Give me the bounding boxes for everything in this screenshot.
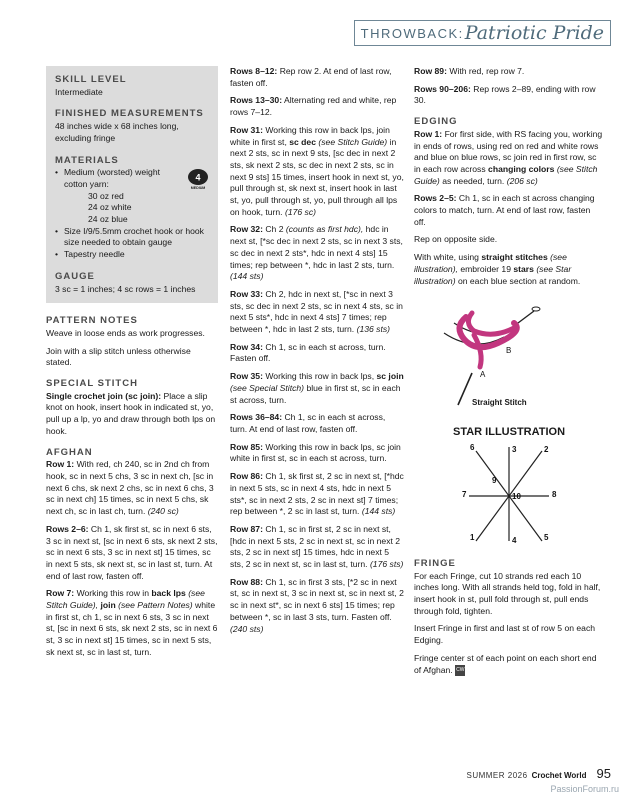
afghan-row-7: Row 7: Working this row in back lps (see Stitch Guide), join (see Pattern Notes) white in first st, ch 1, sc in next 6 sts, 3 sc in next st, [sc in next 6 sts, sk next 2 sts, sc in next 6 st, 3 sc in next st] 15 times, sc in next 5 sts, sk next st, sc in last st, turn.	[46, 588, 218, 657]
fringe-p2: Insert Fringe in first and last st of row 5 on each Edging.	[414, 623, 596, 646]
row-89: Row 89: With red, rep row 7.	[414, 66, 525, 76]
materials-list	[55, 167, 209, 261]
afghan-heading: AFGHAN	[46, 446, 93, 458]
row-87: Row 87: Ch 1, sc in first st, 2 sc in next st, [hdc in next 5 sts, 2 sc in next st, sc in next 2 sts, 2 sc in next st] 15 times, hdc in next 5 sts, 2 sc in next st, sc in last st, turn. (176 sts)	[230, 523, 404, 570]
footer-issue: SUMMER 2026	[466, 771, 528, 780]
straight-stitch-illustration	[414, 293, 604, 421]
fringe-heading: FRINGE	[414, 557, 456, 569]
row-86: Row 86: Ch 1, sk first st, 2 sc in next st, [*hdc in next 5 sts, sc in next 4 sts, hdc in next 5 sts*, sc in next 2 sts, 2 sc in next st] 7 times; rep between *, 2 sc in last st, turn. (144 sts)	[230, 471, 404, 517]
column-1	[46, 66, 218, 665]
finished-value: 48 inches wide x 68 inches long, excluding fringe	[55, 121, 179, 143]
yarn-weight-icon	[187, 168, 209, 190]
rows-13-30: Rows 13–30: Alternating red and white, rep rows 7–12.	[230, 95, 397, 118]
rows-36-84: Rows 36–84: Ch 1, sc in each st across, turn. At end of last row, fasten off.	[230, 412, 386, 434]
yarn-amount-white: 24 oz white	[88, 202, 132, 213]
fringe-p1: For each Fringe, cut 10 strands red each 10 inches long. With all strands held tog, fold in half, insert hook in st, pull fold through st, pull ends through fold, tighten.	[414, 570, 601, 616]
star-num-2: 2	[544, 444, 549, 454]
special-stitch-name: Single crochet join (sc join):	[46, 390, 162, 401]
row-33: Row 33: Ch 2, hdc in next st, [*sc in next 3 sts, sc dec in next 2 sts, sc in next 4 sts, sc in next 5 sts*, hdc in next 4 sts] 7 times; rep between *, hdc in last 2 sts, turn. (136 sts)	[230, 288, 403, 335]
star-num-7: 7	[462, 489, 467, 499]
end-mark-icon: CW	[455, 665, 465, 677]
star-illustration	[414, 441, 604, 549]
star-num-1: 1	[470, 532, 475, 542]
info-box	[46, 66, 218, 303]
star-num-5: 5	[544, 532, 549, 542]
banner-label: THROWBACK:	[360, 25, 464, 41]
embroider-instructions: With white, using straight stitches (see illustration), embroider 19 stars (see Star illustration) on each blue section at random.	[414, 252, 581, 286]
star-num-3: 3	[512, 444, 517, 454]
finished-heading: FINISHED MEASUREMENTS	[55, 108, 204, 120]
row-88: Row 88: Ch 1, sc in first 3 sts, [*2 sc in next st, sc in next st, 3 sc in next st, sc in next st, 2 sc in next st*, sc in next 6 sts] 15 times; rep between *, sc in last 3 sts, turn. Fasten off. (240 sts)	[230, 576, 404, 634]
materials-heading: MATERIALS	[55, 154, 119, 166]
row-34: Row 34: Ch 1, sc in each st across, turn. Fasten off.	[230, 341, 386, 364]
pattern-notes-heading: PATTERN NOTES	[46, 315, 138, 327]
skill-heading: SKILL LEVEL	[55, 74, 127, 85]
materials-item-needle: • Tapestry needle	[55, 249, 209, 261]
rep-opposite-side: Rep on opposite side.	[414, 234, 498, 245]
watermark: PassionForum.ru	[550, 784, 619, 794]
yarn-weight-label: MEDIUM	[190, 186, 206, 191]
materials-item-hook: • Size I/9/5.5mm crochet hook or hook size needed to obtain gauge	[55, 226, 209, 249]
star-num-6: 6	[470, 442, 475, 452]
yarn-weight-number: 4	[195, 172, 201, 183]
straight-stitch-caption: Straight Stitch	[472, 398, 527, 408]
star-num-8: 8	[552, 489, 557, 499]
row-85: Row 85: Working this row in back lps, sc join white in first st, sc in each st across, turn.	[230, 441, 401, 464]
pattern-note-2: Join with a slip stitch unless otherwise stated.	[46, 345, 191, 368]
edging-heading: EDGING	[414, 116, 458, 128]
pattern-note-1: Weave in loose ends as work progresses.	[46, 327, 205, 338]
footer-magazine: Crochet World	[531, 771, 587, 780]
afghan-row-1: Row 1: With red, ch 240, sc in 2nd ch from hook, sc in next 5 chs, 3 sc in next ch, [sc in next 6 chs, sk next 2 chs, sc in next 6 chs, 3 sc in next ch] 15 times, sc in next 5 chs, sk next ch, sc in last ch, turn. (240 sc)	[46, 459, 214, 517]
edging-row-1: Row 1: For first side, with RS facing you, working in ends of rows, using red on red and white rows and blue on blue rows, sc join red in first row, sc in each row across changing colors (see Stitch Guide) as needed, turn. (206 sc)	[414, 128, 603, 186]
yarn-line-1: • Medium (worsted) weight	[64, 167, 160, 178]
page-number: 95	[596, 766, 611, 781]
gauge-heading: GAUGE	[55, 270, 95, 282]
row-31: Row 31: Working this row in back lps, join white in first st, sc dec (see Stitch Guide) in next 2 sts, sc in next 9 sts, [sc dec in next 2 sts, sk next 2 sts, sc dec in next 2 sts, sc in next 9 sts] 15 times, insert hook in next st, yo, pull through st, sk next st, insert hook in last st, yo, pull through st, yo, pull through all lps on hook, turn. (176 sc)	[230, 124, 404, 217]
row-32: Row 32: Ch 2 (counts as first hdc), hdc in next st, [*sc dec in next 2 sts, sc in next 3 sts, sc dec in next 2 sts*, hdc in next 4 sts] 15 times; rep between *, hdc in last 2 sts, turn. (144 sts)	[230, 224, 403, 282]
label-a: A	[480, 370, 486, 380]
section-banner	[354, 20, 611, 46]
fringe-p3: Fringe center st of each point on each short end of Afghan. CW	[414, 652, 597, 675]
column-2	[230, 66, 404, 641]
materials-item-yarn	[55, 167, 209, 226]
column-3	[414, 66, 604, 682]
straight-stitch-drawing	[414, 293, 604, 411]
afghan-rows-2-6: Rows 2–6: Ch 1, sk first st, sc in next 6 sts, 3 sc in next st, [sc in next 6 sts, sk next 2 sts, sc in next 6 sts, 3 sc in next st] 15 times, sc in next 5 sts, sk next st, sc in last st, turn. At end of last row, fasten off.	[46, 523, 218, 581]
yarn-amount-red: 30 oz red	[88, 190, 124, 201]
row-35: Row 35: Working this row in back lps, sc join (see Special Stitch) blue in first st, sc in each st across, turn.	[230, 371, 404, 405]
yarn-line-2: cotton yarn:	[64, 178, 109, 189]
star-num-4: 4	[512, 535, 517, 545]
rows-90-206: Rows 90–206: Rep rows 2–89, ending with row 30.	[414, 83, 596, 106]
skill-value: Intermediate	[55, 86, 103, 97]
page-footer	[466, 766, 611, 781]
star-num-9: 9	[492, 475, 497, 485]
edging-rows-2-5: Rows 2–5: Ch 1, sc in each st across changing colors to match, turn. At end of last row, fasten off.	[414, 193, 595, 227]
gauge-value: 3 sc = 1 inches; 4 sc rows = 1 inches	[55, 283, 196, 294]
star-num-10: 10	[512, 491, 521, 501]
star-illustration-title: STAR ILLUSTRATION	[452, 426, 566, 439]
special-stitch-text: Single crochet join (sc join): Place a slip knot on hook, insert hook in indicated st, yo, pull up a lp, yo and draw through both lps on hook.	[46, 390, 216, 436]
special-stitch-heading: SPECIAL STITCH	[46, 378, 138, 390]
yarn-amount-blue: 24 oz blue	[88, 214, 128, 225]
rows-8-12: Rows 8–12: Rep row 2. At end of last row, fasten off.	[230, 66, 392, 88]
banner-title: Patriotic Pride	[464, 22, 604, 44]
label-b: B	[506, 346, 512, 356]
